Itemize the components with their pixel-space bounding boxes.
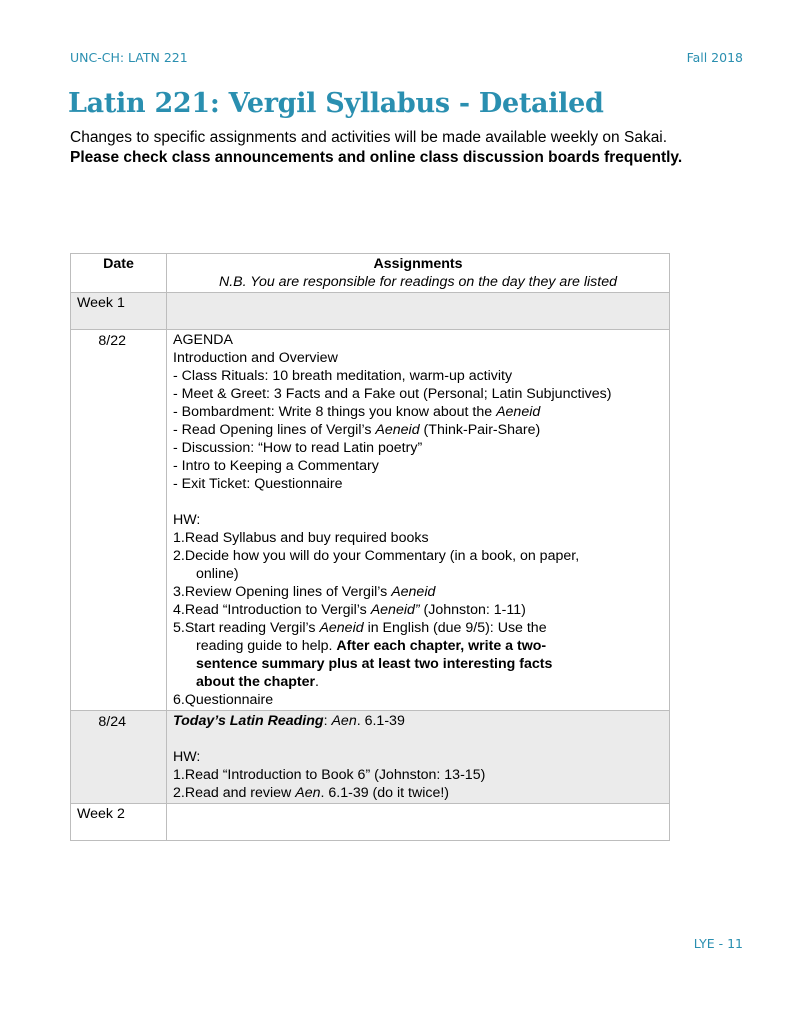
week-cell <box>167 293 670 330</box>
item-text: 4.Read “Introduction to Vergil’s <box>173 602 371 618</box>
list-item <box>173 403 663 421</box>
item-title: Aeneid <box>391 584 436 600</box>
page-footer: LYE - 11 <box>693 936 743 951</box>
item-text: (Johnston: 1-11) <box>419 602 526 618</box>
list-item: - Exit Ticket: Questionnaire <box>173 476 343 492</box>
week-cell <box>167 804 670 841</box>
list-item: - Class Rituals: 10 breath meditation, warm-up activity <box>173 368 513 384</box>
date-cell: 8/24 <box>71 711 167 804</box>
item-text: . 6.1-39 <box>356 713 405 729</box>
item-text: : <box>323 713 332 729</box>
list-item <box>173 601 663 619</box>
list-item <box>173 583 663 601</box>
item-title: Aeneid <box>496 404 541 420</box>
agenda-heading: AGENDA <box>173 332 233 348</box>
list-item: - Discussion: “How to read Latin poetry” <box>173 440 423 456</box>
item-title: Aeneid <box>375 422 420 438</box>
list-item <box>173 619 663 637</box>
assignments-header-note: N.B. You are responsible for readings on the day they are listed <box>218 274 618 290</box>
week-label: Week 1 <box>71 293 167 330</box>
list-item: - Intro to Keeping a Commentary <box>173 458 379 474</box>
list-item <box>173 421 663 439</box>
item-text: - Bombardment: Write 8 things you know about the <box>173 404 497 420</box>
item-title: Aeneid” <box>370 602 420 618</box>
list-item-cont <box>173 673 663 691</box>
list-item-cont <box>173 637 663 655</box>
list-item: Introduction and Overview <box>173 350 338 366</box>
list-item: 6.Questionnaire <box>173 692 274 708</box>
list-item: - Meet & Greet: 3 Facts and a Fake out (Personal; Latin Subjunctives) <box>173 386 612 402</box>
table-header-row <box>71 254 670 293</box>
item-text: reading guide to help. <box>196 638 337 654</box>
date-header: Date <box>71 254 167 293</box>
date-cell: 8/22 <box>71 330 167 711</box>
item-title: Aeneid <box>319 620 364 636</box>
item-title: Aen <box>295 785 321 801</box>
list-item-cont: online) <box>196 566 239 582</box>
item-text: 2.Read and review <box>173 785 296 801</box>
item-text: - Read Opening lines of Vergil’s <box>173 422 376 438</box>
hw-heading: HW: <box>173 749 201 765</box>
item-text: in English (due 9/5): Use the <box>363 620 547 636</box>
week-label: Week 2 <box>71 804 167 841</box>
table-row <box>71 711 670 804</box>
week-row <box>71 293 670 330</box>
header-course: UNC-CH: LATN 221 <box>70 50 188 65</box>
item-emphasis: about the chapter <box>196 674 316 690</box>
reading-line <box>173 712 663 730</box>
list-item: 1.Read Syllabus and buy required books <box>173 530 429 546</box>
header-term: Fall 2018 <box>686 50 743 65</box>
hw-heading: HW: <box>173 512 201 528</box>
assignment-cell <box>167 711 670 804</box>
intro-line: Changes to specific assignments and activities will be made available weekly on Sakai. <box>70 129 668 146</box>
item-text: 5.Start reading Vergil’s <box>173 620 320 636</box>
list-item <box>173 784 663 802</box>
intro-notice: Please check class announcements and online class discussion boards frequently. <box>70 149 683 166</box>
item-text: (Think-Pair-Share) <box>419 422 541 438</box>
table-row <box>71 330 670 711</box>
syllabus-table <box>70 253 670 841</box>
intro-text <box>70 128 750 168</box>
assignments-header <box>167 254 670 293</box>
item-emphasis: After each chapter, write a two- <box>336 638 547 654</box>
week-row <box>71 804 670 841</box>
item-title: Aen <box>331 713 357 729</box>
item-text: 3.Review Opening lines of Vergil’s <box>173 584 392 600</box>
assignments-header-label: Assignments <box>373 256 463 272</box>
list-item: 2.Decide how you will do your Commentary (in a book, on paper, <box>173 548 580 564</box>
item-text: . <box>315 674 319 690</box>
list-item-cont: sentence summary plus at least two interesting facts <box>196 656 553 672</box>
list-item: 1.Read “Introduction to Book 6” (Johnston: 13-15) <box>173 767 486 783</box>
page-title: Latin 221: Vergil Syllabus - Detailed <box>68 88 604 119</box>
item-text: . 6.1-39 (do it twice!) <box>320 785 450 801</box>
assignment-cell <box>167 330 670 711</box>
reading-label: Today’s Latin Reading <box>173 713 324 729</box>
